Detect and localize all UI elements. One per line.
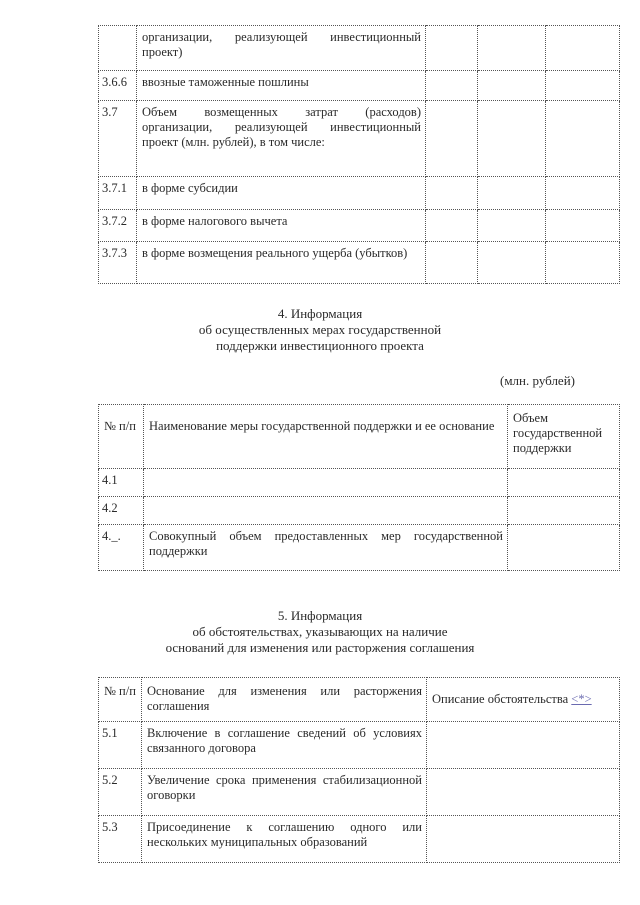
row-text: в форме субсидии	[137, 177, 426, 210]
value-cell	[478, 71, 546, 101]
row-number: 4.2	[99, 497, 144, 525]
value-cell	[426, 71, 478, 101]
value-cell	[546, 242, 620, 284]
value-cell	[546, 177, 620, 210]
table-header-row	[99, 405, 620, 469]
value-cell	[478, 242, 546, 284]
row-text: Присоединение к соглашению одного или нескольких муниципальных образований	[142, 816, 427, 863]
value-cell	[426, 101, 478, 177]
unit-label: (млн. рублей)	[500, 373, 575, 388]
value-cell	[546, 210, 620, 242]
table-row	[99, 177, 620, 210]
circumstances-table	[98, 677, 620, 863]
section5-title	[0, 608, 640, 656]
value-cell	[427, 769, 620, 816]
table-header-row	[99, 678, 620, 722]
table-row	[99, 210, 620, 242]
table-row	[99, 525, 620, 571]
section4-title-line1: 4. Информация	[277, 306, 363, 321]
value-cell	[426, 26, 478, 71]
value-cell	[508, 525, 620, 571]
table-row	[99, 769, 620, 816]
section5-title-line1: 5. Информация	[277, 608, 363, 623]
row-text: организации, реализующей инвестиционный проект)	[137, 26, 426, 71]
header-basis: Основание для изменения или расторжения соглашения	[142, 678, 427, 722]
row-number: 5.3	[99, 816, 142, 863]
table-row	[99, 722, 620, 769]
value-cell	[478, 177, 546, 210]
row-number: 5.1	[99, 722, 142, 769]
table-row	[99, 469, 620, 497]
costs-table	[98, 25, 620, 284]
section4-title	[0, 306, 640, 354]
row-text: в форме налогового вычета	[137, 210, 426, 242]
value-cell	[427, 816, 620, 863]
row-number: 5.2	[99, 769, 142, 816]
value-cell	[427, 722, 620, 769]
row-number: 3.7	[99, 101, 137, 177]
row-number: 3.6.6	[99, 71, 137, 101]
section5-title-line2: об обстоятельствах, указывающих на наличие	[192, 624, 448, 639]
table-row	[99, 101, 620, 177]
row-number: 3.7.2	[99, 210, 137, 242]
header-num: № п/п	[99, 405, 144, 469]
table-row	[99, 26, 620, 71]
header-amount: Объем государственной поддержки	[508, 405, 620, 469]
table-row	[99, 242, 620, 284]
header-name: Наименование меры государственной поддержки и ее основание	[144, 405, 508, 469]
value-cell	[478, 210, 546, 242]
row-text: Объем возмещенных затрат (расходов) организации, реализующей инвестиционный проект (млн. рублей), в том числе:	[137, 101, 426, 177]
header-num: № п/п	[99, 678, 142, 722]
value-cell	[508, 469, 620, 497]
row-number: 3.7.3	[99, 242, 137, 284]
header-description-text: Описание обстоятельства	[432, 692, 569, 706]
section5-title-line3: оснований для изменения или расторжения соглашения	[165, 640, 475, 655]
footnote-mark[interactable]: <*>	[571, 692, 592, 706]
support-measures-table	[98, 404, 620, 571]
value-cell	[426, 242, 478, 284]
row-text: Включение в соглашение сведений об условиях связанного договора	[142, 722, 427, 769]
value-cell	[426, 177, 478, 210]
row-number: 4.1	[99, 469, 144, 497]
table-row	[99, 71, 620, 101]
value-cell	[546, 71, 620, 101]
row-number	[99, 26, 137, 71]
row-text	[144, 497, 508, 525]
row-number: 3.7.1	[99, 177, 137, 210]
value-cell	[478, 26, 546, 71]
row-text: Увеличение срока применения стабилизационной оговорки	[142, 769, 427, 816]
table-row	[99, 497, 620, 525]
row-text	[144, 469, 508, 497]
header-description	[427, 678, 620, 722]
section4-title-line2: об осуществленных мерах государственной	[198, 322, 442, 337]
row-text: Совокупный объем предоставленных мер государственной поддержки	[144, 525, 508, 571]
value-cell	[478, 101, 546, 177]
value-cell	[546, 101, 620, 177]
section4-title-line3: поддержки инвестиционного проекта	[216, 338, 424, 353]
value-cell	[546, 26, 620, 71]
table-row	[99, 816, 620, 863]
value-cell	[508, 497, 620, 525]
row-text: ввозные таможенные пошлины	[137, 71, 426, 101]
value-cell	[426, 210, 478, 242]
row-number: 4._.	[99, 525, 144, 571]
row-text: в форме возмещения реального ущерба (убытков)	[137, 242, 426, 284]
